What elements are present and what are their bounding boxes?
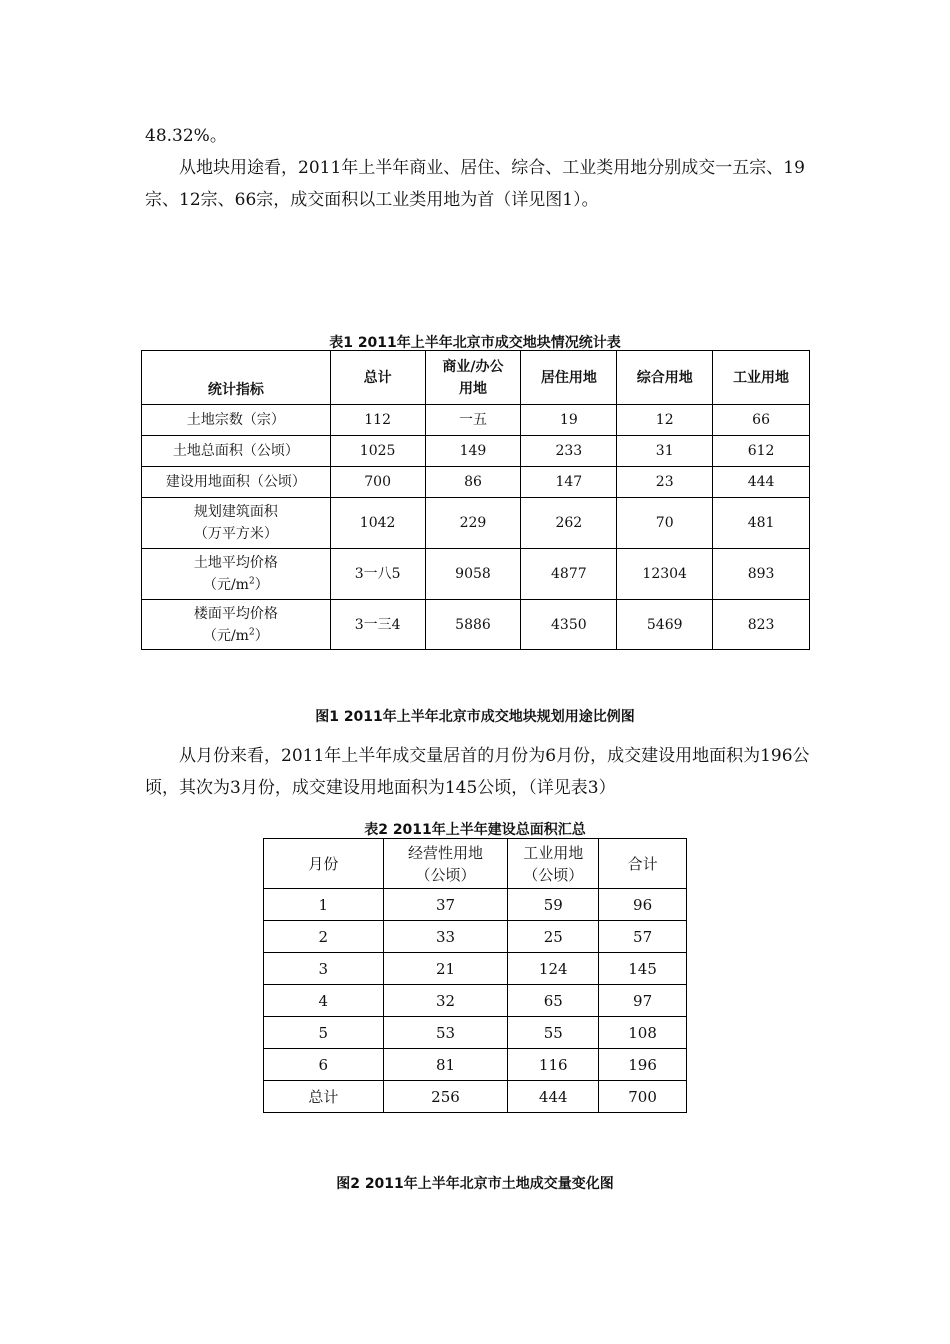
cell-commercial: 5886 bbox=[425, 600, 521, 650]
cell-mixed: 70 bbox=[617, 498, 713, 549]
table2-caption: 表2 2011年上半年建设总面积汇总 bbox=[364, 822, 586, 838]
row-label-line1: 楼面平均价格 bbox=[193, 605, 278, 622]
table1-header-mixed: 综合用地 bbox=[617, 351, 713, 405]
table2-header-commercial bbox=[383, 839, 508, 889]
cell-industrial: 823 bbox=[713, 600, 810, 650]
cell-residential: 4350 bbox=[521, 600, 617, 650]
cell-month: 4 bbox=[264, 985, 384, 1017]
paragraph-percentage: 48.32%。 bbox=[145, 126, 227, 146]
cell-industrial: 612 bbox=[713, 436, 810, 467]
row-label: 建设用地面积（公顷） bbox=[142, 467, 331, 498]
table2-header-industrial-line2: （公顷） bbox=[523, 865, 584, 884]
cell-month: 5 bbox=[264, 1017, 384, 1049]
row-label-line2: （元/m bbox=[202, 577, 249, 593]
table1-header-commercial-line2: 用地 bbox=[458, 380, 487, 397]
cell-commercial: 21 bbox=[383, 953, 508, 985]
cell-month: 6 bbox=[264, 1049, 384, 1081]
cell-industrial: 65 bbox=[508, 985, 599, 1017]
row-label-line1: 规划建筑面积 bbox=[193, 504, 278, 520]
cell-industrial: 893 bbox=[713, 549, 810, 600]
cell-mixed: 5469 bbox=[617, 600, 713, 650]
cell-month: 1 bbox=[264, 889, 384, 921]
table-row bbox=[264, 921, 687, 953]
table-row bbox=[264, 985, 687, 1017]
cell-commercial: 一五 bbox=[425, 405, 521, 436]
table-row bbox=[142, 498, 810, 549]
cell-total: 108 bbox=[599, 1017, 687, 1049]
cell-total: 3一三4 bbox=[330, 600, 425, 650]
cell-total: 112 bbox=[330, 405, 425, 436]
table-row bbox=[264, 1049, 687, 1081]
table-row bbox=[142, 467, 810, 498]
unit-superscript: 2 bbox=[248, 576, 255, 587]
cell-commercial: 256 bbox=[383, 1081, 508, 1113]
table-row bbox=[142, 600, 810, 650]
figure2-caption: 图2 2011年上半年北京市土地成交量变化图 bbox=[336, 1176, 614, 1192]
cell-residential: 147 bbox=[521, 467, 617, 498]
cell-month: 3 bbox=[264, 953, 384, 985]
cell-industrial: 66 bbox=[713, 405, 810, 436]
row-label-close: ） bbox=[254, 577, 269, 593]
cell-total: 97 bbox=[599, 985, 687, 1017]
cell-month: 总计 bbox=[264, 1081, 384, 1113]
cell-total: 196 bbox=[599, 1049, 687, 1081]
cell-industrial: 59 bbox=[508, 889, 599, 921]
cell-industrial: 444 bbox=[713, 467, 810, 498]
cell-industrial: 444 bbox=[508, 1081, 599, 1113]
cell-industrial: 481 bbox=[713, 498, 810, 549]
row-label-line2: （万平方米） bbox=[193, 526, 278, 542]
cell-mixed: 12 bbox=[617, 405, 713, 436]
cell-total: 1025 bbox=[330, 436, 425, 467]
cell-mixed: 31 bbox=[617, 436, 713, 467]
row-label-line1: 土地平均价格 bbox=[193, 555, 278, 571]
table1-header-industrial: 工业用地 bbox=[713, 351, 810, 405]
cell-total: 145 bbox=[599, 953, 687, 985]
table2-header-commercial-line1: 经营性用地 bbox=[407, 843, 483, 862]
table1-header-residential: 居住用地 bbox=[521, 351, 617, 405]
table-row bbox=[142, 405, 810, 436]
cell-commercial: 81 bbox=[383, 1049, 508, 1081]
cell-commercial: 229 bbox=[425, 498, 521, 549]
paragraph-monthly bbox=[145, 740, 813, 804]
cell-commercial: 149 bbox=[425, 436, 521, 467]
table-row bbox=[142, 436, 810, 467]
cell-industrial: 116 bbox=[508, 1049, 599, 1081]
figure1-caption: 图1 2011年上半年北京市成交地块规划用途比例图 bbox=[315, 709, 635, 725]
row-label: 土地宗数（宗） bbox=[142, 405, 331, 436]
land-transaction-table bbox=[141, 350, 810, 650]
cell-residential: 19 bbox=[521, 405, 617, 436]
row-label-close: ） bbox=[254, 627, 269, 644]
cell-industrial: 124 bbox=[508, 953, 599, 985]
table-row bbox=[142, 549, 810, 600]
cell-mixed: 12304 bbox=[617, 549, 713, 600]
cell-total: 96 bbox=[599, 889, 687, 921]
table1-caption: 表1 2011年上半年北京市成交地块情况统计表 bbox=[329, 335, 621, 351]
table-total-row bbox=[264, 1081, 687, 1113]
row-label bbox=[142, 600, 331, 650]
cell-total: 57 bbox=[599, 921, 687, 953]
cell-total: 3一八5 bbox=[330, 549, 425, 600]
paragraph-land-use bbox=[145, 152, 813, 216]
cell-commercial: 33 bbox=[383, 921, 508, 953]
table2-header-industrial bbox=[508, 839, 599, 889]
cell-commercial: 9058 bbox=[425, 549, 521, 600]
table1-header-total: 总计 bbox=[330, 351, 425, 405]
cell-commercial: 32 bbox=[383, 985, 508, 1017]
cell-total: 700 bbox=[330, 467, 425, 498]
cell-industrial: 55 bbox=[508, 1017, 599, 1049]
cell-mixed: 23 bbox=[617, 467, 713, 498]
table1-header-commercial-line1: 商业/办公 bbox=[442, 358, 504, 375]
cell-residential: 4877 bbox=[521, 549, 617, 600]
table1-header-indicator: 统计指标 bbox=[142, 351, 331, 405]
row-label: 土地总面积（公顷） bbox=[142, 436, 331, 467]
cell-commercial: 86 bbox=[425, 467, 521, 498]
monthly-construction-table bbox=[263, 838, 687, 1113]
table1-header-row bbox=[142, 351, 810, 405]
table-row bbox=[264, 1017, 687, 1049]
paragraph-monthly-text: 从月份来看，2011年上半年成交量居首的月份为6月份，成交建设用地面积为196公顷，其次为3月份，成交建设用地面积为145公顷，（详见表3） bbox=[145, 746, 810, 798]
table-row bbox=[264, 889, 687, 921]
table1-header-commercial bbox=[425, 351, 521, 405]
cell-month: 2 bbox=[264, 921, 384, 953]
cell-commercial: 37 bbox=[383, 889, 508, 921]
cell-industrial: 25 bbox=[508, 921, 599, 953]
table-row bbox=[264, 953, 687, 985]
table2-header-month: 月份 bbox=[264, 839, 384, 889]
table2-header-industrial-line1: 工业用地 bbox=[523, 843, 584, 862]
cell-total: 1042 bbox=[330, 498, 425, 549]
cell-residential: 262 bbox=[521, 498, 617, 549]
row-label bbox=[142, 549, 331, 600]
cell-total: 700 bbox=[599, 1081, 687, 1113]
unit-superscript: 2 bbox=[248, 626, 255, 637]
row-label-line2: （元/m bbox=[202, 627, 249, 644]
cell-commercial: 53 bbox=[383, 1017, 508, 1049]
table2-header-commercial-line2: （公顷） bbox=[415, 865, 476, 884]
cell-residential: 233 bbox=[521, 436, 617, 467]
row-label bbox=[142, 498, 331, 549]
table2-header-row bbox=[264, 839, 687, 889]
paragraph-land-use-text: 从地块用途看，2011年上半年商业、居住、综合、工业类用地分别成交一五宗、19宗、12宗、66宗，成交面积以工业类用地为首（详见图1）。 bbox=[145, 158, 805, 210]
table2-header-total: 合计 bbox=[599, 839, 687, 889]
